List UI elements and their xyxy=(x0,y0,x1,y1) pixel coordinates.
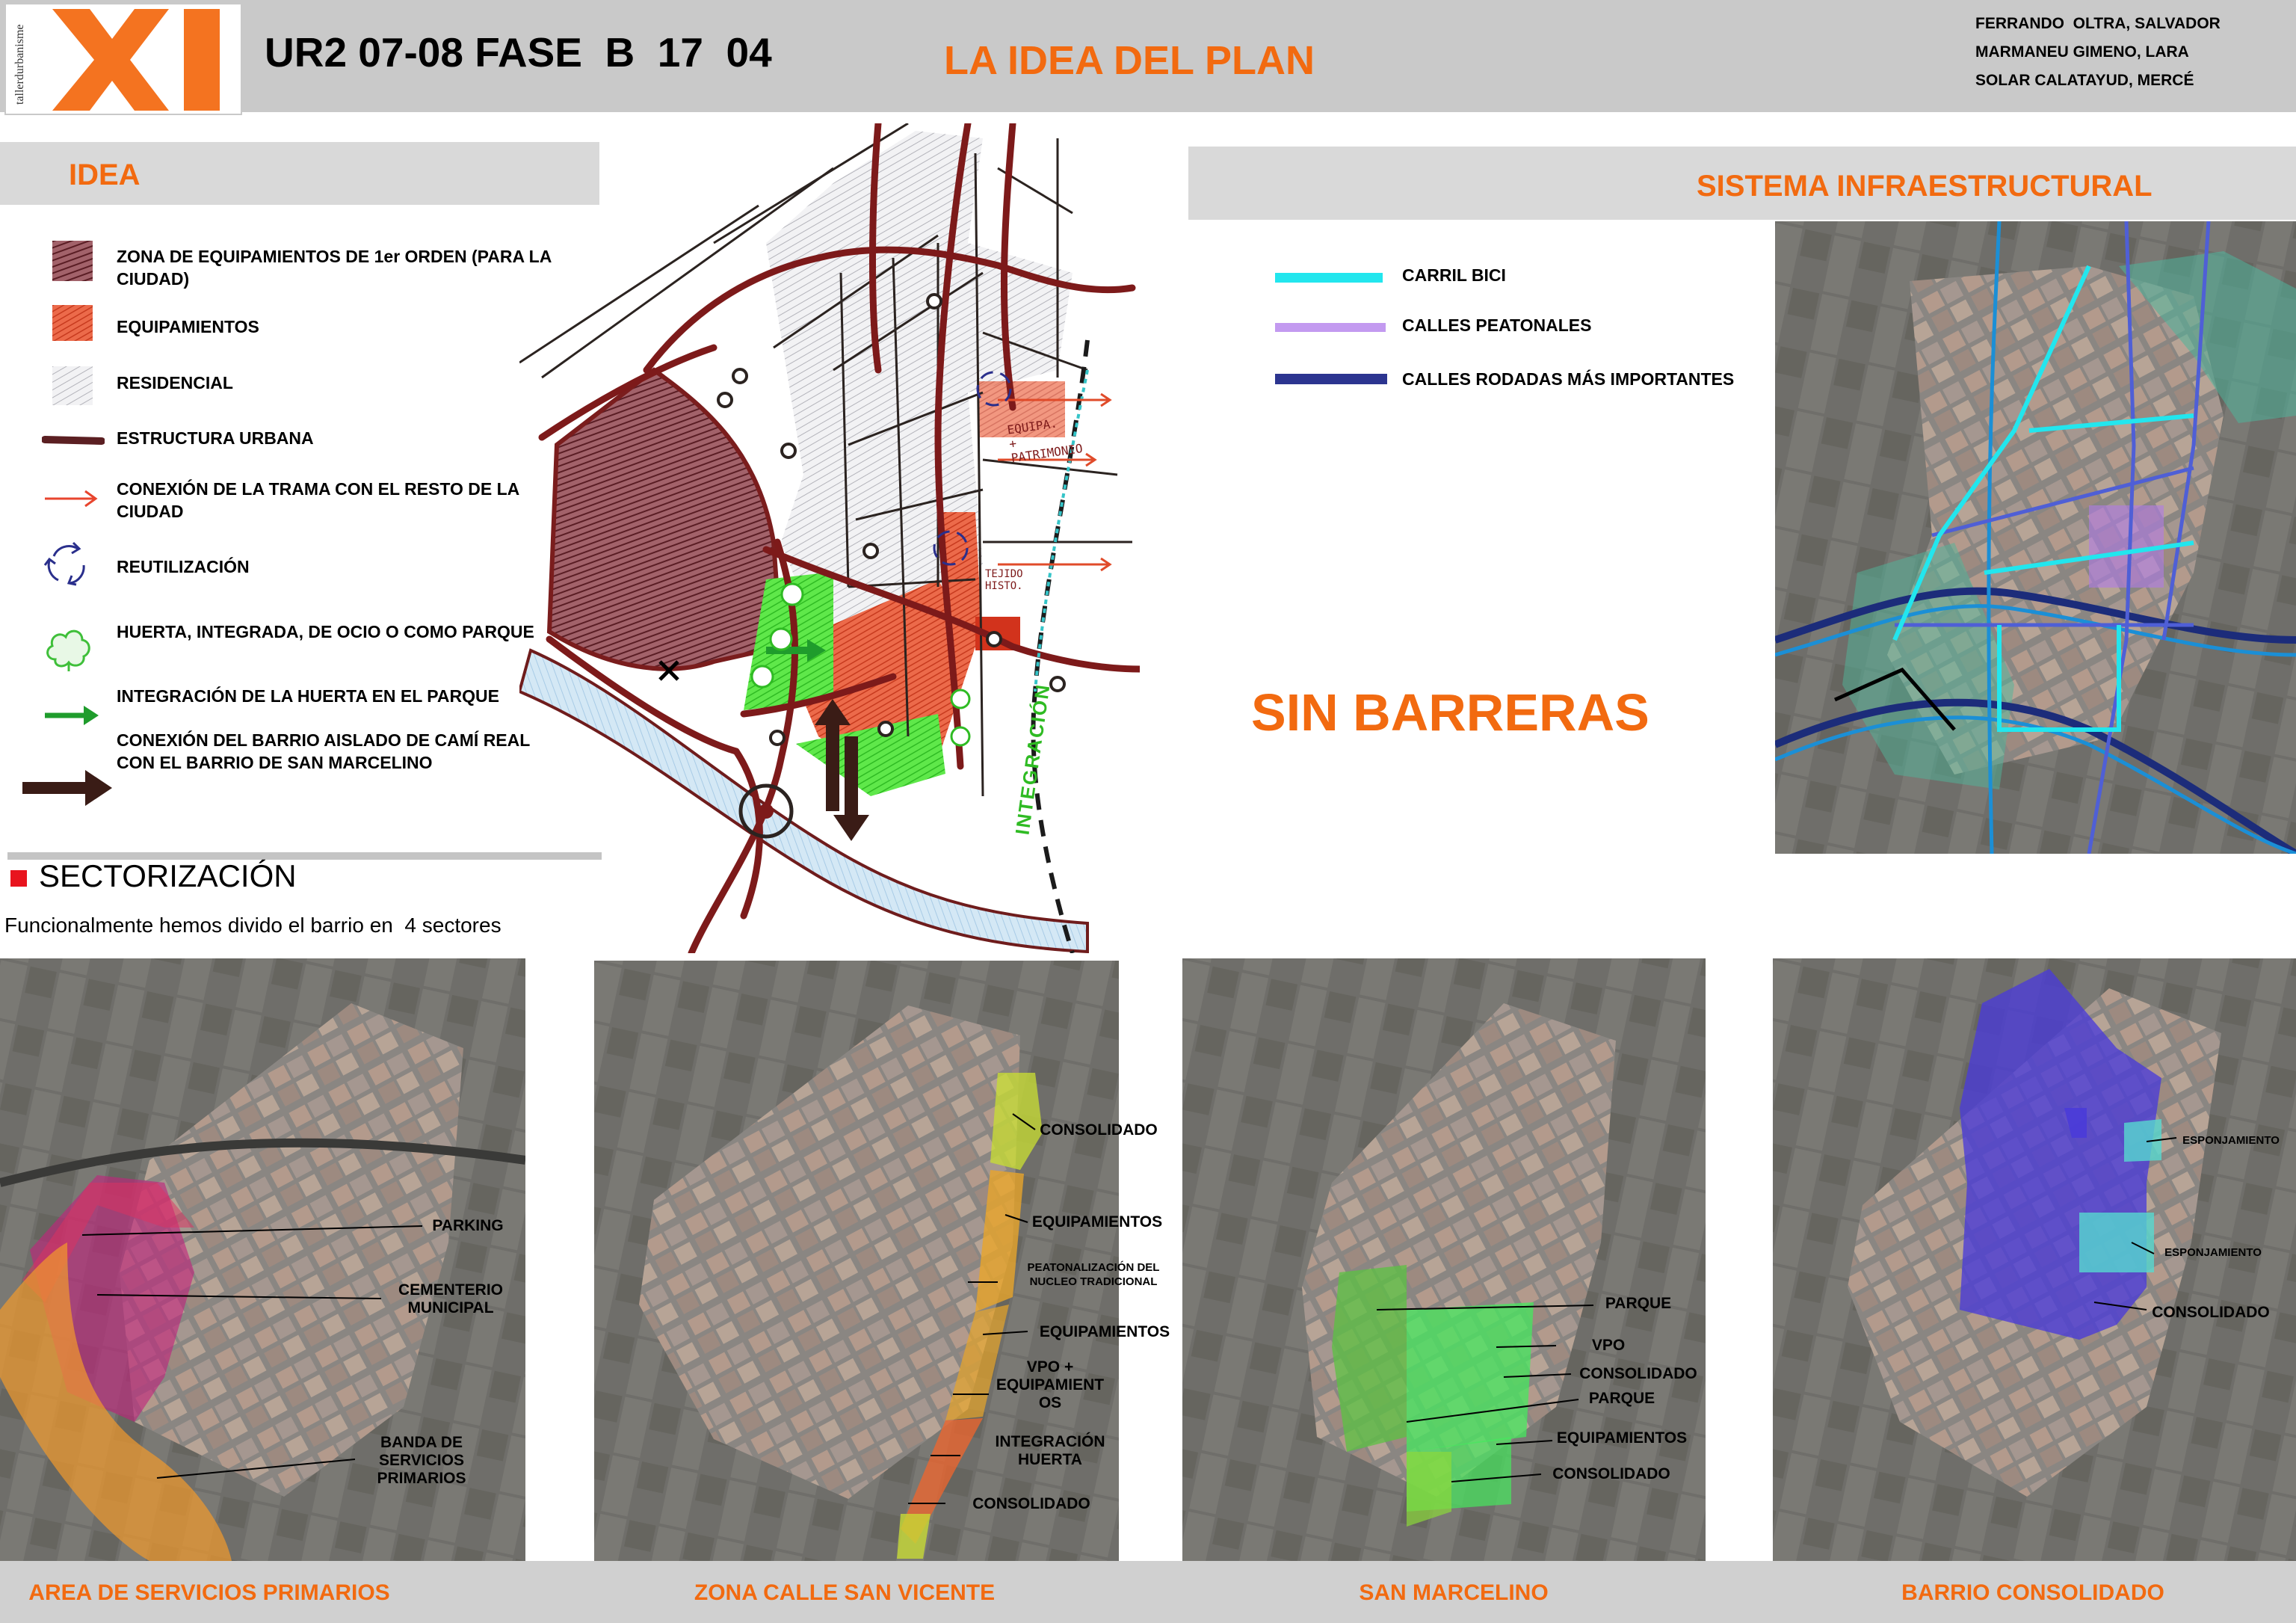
sector-4-label-consolidado: CONSOLIDADO xyxy=(2152,1304,2270,1321)
sector-2-label-vpo: VPO + EQUIPAMIENT OS xyxy=(996,1358,1105,1411)
sector-2-label-equipamientos-2: EQUIPAMIENTOS xyxy=(1039,1323,1170,1340)
sector-4-leaders xyxy=(1773,958,2296,1561)
sketch-note-integracion: INTEGRACIÓN xyxy=(1010,682,1055,837)
sector-2-label-consolidado-bottom: CONSOLIDADO xyxy=(972,1495,1090,1512)
page-title: LA IDEA DEL PLAN xyxy=(944,38,1315,83)
idea-sketch xyxy=(519,123,1140,953)
sector-name-4: BARRIO CONSOLIDADO xyxy=(1901,1580,2164,1605)
infra-heading: SISTEMA INFRAESTRUCTURAL xyxy=(1697,170,2152,203)
infra-legend-bike: CARRIL BICI xyxy=(1402,265,1506,285)
legend-label-estructura: ESTRUCTURA URBANA xyxy=(117,428,314,448)
author-2: MARMANEU GIMENO, LARA xyxy=(1975,43,2189,61)
legend-label-conexion-trama: CONEXIÓN DE LA TRAMA CON EL RESTO DE LA CIUDAD xyxy=(117,479,519,521)
dark-hatch-swatch-icon xyxy=(52,241,93,281)
tree-cloud-icon xyxy=(42,622,96,673)
brown-line-icon xyxy=(42,431,105,449)
author-1: FERRANDO OLTRA, SALVADOR xyxy=(1975,15,2221,32)
sector-marker xyxy=(10,870,27,887)
sector-2-label-equipamientos-1: EQUIPAMIENTOS xyxy=(1031,1213,1163,1231)
sector-3-label-consolidado-2: CONSOLIDADO xyxy=(1552,1465,1670,1482)
sector-3-label-vpo: VPO xyxy=(1591,1337,1626,1354)
sector-4-label-esponjamiento-1: ESPONJAMIENTO xyxy=(2182,1134,2280,1147)
slogan: SIN BARRERAS xyxy=(1251,683,1650,742)
legend-label-reutilizacion: REUTILIZACIÓN xyxy=(117,557,250,576)
sector-3-label-consolidado-1: CONSOLIDADO xyxy=(1579,1365,1697,1382)
sector-name-1: AREA DE SERVICIOS PRIMARIOS xyxy=(28,1580,390,1605)
logo xyxy=(4,3,242,115)
infra-legend-pedestrian: CALLES PEATONALES xyxy=(1402,315,1592,335)
logo-mark-icon xyxy=(37,7,239,112)
project-code: UR2 07-08 FASE B 17 04 xyxy=(265,29,772,76)
sector-1-label-banda: BANDA DE SERVICIOS PRIMARIOS xyxy=(377,1434,466,1487)
legend-label-huerta: HUERTA, INTEGRADA, DE OCIO O COMO PARQUE xyxy=(117,622,534,641)
sector-3-label-parque-1: PARQUE xyxy=(1605,1295,1672,1312)
sector-1-label-cementerio: CEMENTERIO MUNICIPAL xyxy=(398,1281,503,1316)
sector-description: Funcionalmente hemos divido el barrio en 4 sectores xyxy=(4,914,502,937)
sector-2-label-peatonalizacion: PEATONALIZACIÓN DEL NUCLEO TRADICIONAL xyxy=(1027,1261,1160,1288)
infra-map xyxy=(1775,221,2296,854)
legend-label-equip: EQUIPAMIENTOS xyxy=(117,317,259,336)
sector-heading: SECTORIZACIÓN xyxy=(39,858,297,893)
sector-4-label-esponjamiento-2: ESPONJAMIENTO xyxy=(2164,1246,2262,1259)
orange-hatch-swatch-icon xyxy=(52,305,93,341)
dark-arrow-icon xyxy=(19,767,114,809)
logo-vertical-text: tallerdurbanisme xyxy=(13,24,26,105)
sector-3-label-equipamientos: EQUIPAMIENTOS xyxy=(1556,1429,1688,1447)
infra-legend-roads: CALLES RODADAS MÁS IMPORTANTES xyxy=(1402,369,1735,389)
sketch-note-tejido: TEJIDO HISTO. xyxy=(985,568,1023,592)
sketch-note-equipa: EQUIPA. + PATRIMONIO xyxy=(1006,416,1084,466)
grey-hatch-swatch-icon xyxy=(52,366,93,405)
sector-3-label-parque-2: PARQUE xyxy=(1588,1390,1655,1407)
legend-label-conexion-barrio: CONEXIÓN DEL BARRIO AISLADO DE CAMÍ REAL CON EL BARRIO DE SAN MARCELINO xyxy=(117,730,530,772)
recycle-arrows-icon xyxy=(40,537,94,591)
author-3: SOLAR CALATAYUD, MERCÉ xyxy=(1975,72,2194,89)
pedestrian-swatch xyxy=(1275,323,1386,332)
legend-label-residencial: RESIDENCIAL xyxy=(117,373,233,392)
legend-label-integracion: INTEGRACIÓN DE LA HUERTA EN EL PARQUE xyxy=(117,686,499,706)
road-swatch xyxy=(1275,374,1387,384)
sector-2-label-consolidado-top: CONSOLIDADO xyxy=(1040,1121,1158,1139)
idea-heading: IDEA xyxy=(69,158,141,191)
green-arrow-icon xyxy=(42,703,100,728)
sector-1-label-parking: PARKING xyxy=(432,1217,504,1234)
red-arrow-icon xyxy=(42,487,102,510)
sector-name-2: ZONA CALLE SAN VICENTE xyxy=(694,1580,996,1605)
sector-2-label-integracion: INTEGRACIÓN HUERTA xyxy=(995,1433,1105,1468)
sector-name-3: SAN MARCELINO xyxy=(1359,1580,1549,1605)
legend-label-equip-1: ZONA DE EQUIPAMIENTOS DE 1er ORDEN (PARA LA CIUDAD) xyxy=(117,247,552,289)
bike-lane-swatch xyxy=(1275,273,1383,283)
